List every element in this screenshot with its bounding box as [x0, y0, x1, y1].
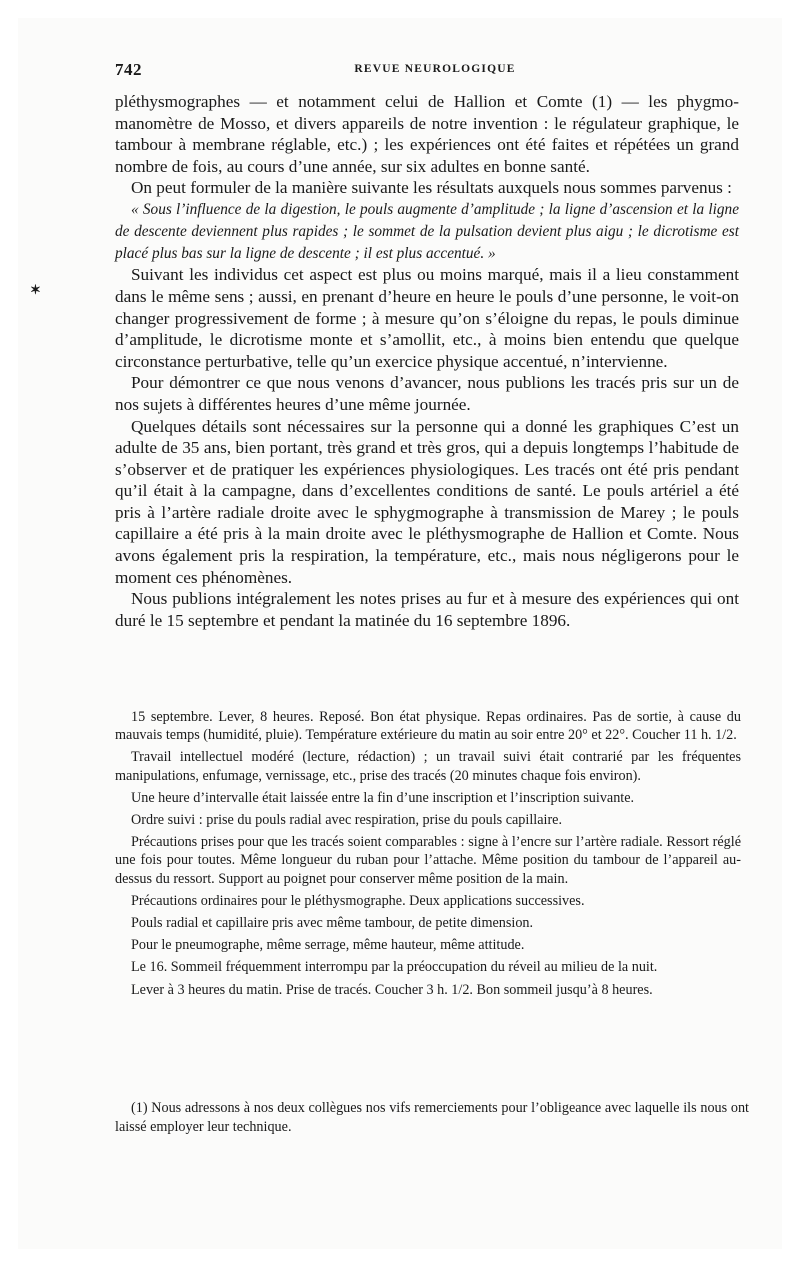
note-item: Ordre suivi : prise du pouls radial avec respiration, prise du pouls capillaire. [131, 812, 563, 829]
page-number: 742 [115, 60, 142, 79]
experiment-notes [115, 708, 741, 1003]
footnote-text: (1) Nous adressons à nos deux collègues nos vifs remerciements pour l’obligeance avec laquelle ils nous ont laissé employer leur technique. [115, 1100, 749, 1135]
paragraph: On peut formuler de la manière suivante les résultats auxquels nous sommes parvenus : [131, 178, 732, 198]
margin-mark: ✶ [30, 282, 41, 297]
running-title: REVUE NEUROLOGIQUE [354, 63, 516, 75]
note-item: Pour le pneumographe, même serrage, même hauteur, même attitude. [131, 937, 525, 954]
note-item: Précautions prises pour que les tracés soient comparables : signe à l’encre sur l’artère radiale. Ressort réglé une fois pour toutes. Même longueur du ruban pour l’attache. Même position du tambour de l’appareil au-dessus du ressort. Support au poignet pour conserver même position de la main. [115, 834, 741, 887]
footnote [115, 1099, 749, 1136]
paragraph: Quelques détails sont nécessaires sur la personne qui a donné les graphiques C’est un adulte de 35 ans, bien portant, très grand et très gros, qui a depuis longtemps l’habitude de s’observer et de pratiquer les expériences physiologiques. Les tracés ont été pris pendant qu’il était à la campagne, dans d’excellentes conditions de santé. Le pouls artériel a été pris à l’artère radiale droite avec le sphygmographe à transmission de Marey ; le pouls capillaire a été pris à la main droite avec le pléthysmographe de Hallion et Comte. Nous avons également pris la respiration, la température, etc., mais nous négligerons pour le moment ces phénomènes. [115, 416, 739, 587]
body-text [115, 91, 739, 631]
note-item: Pouls radial et capillaire pris avec même tambour, de petite dimension. [131, 915, 534, 932]
paragraph: Nous publions intégralement les notes prises au fur et à mesure des expériences qui ont duré le 15 septembre et pendant la matinée du 16 septembre 1896. [115, 589, 739, 630]
page-header [115, 60, 755, 84]
paragraph: Suivant les individus cet aspect est plus ou moins marqué, mais il a lieu constamment dans le même sens ; aussi, en prenant d’heure en heure le pouls d’une personne, le voit-on changer progressivement de forme ; à mesure qu’on s’éloigne du repas, le pouls diminue d’amplitude, le dicrotisme monte et s’amollit, etc., à moins bien entendu que quelque circonstance perturbative, telle qu’un exercice physique accentué, n’intervienne. [115, 265, 739, 371]
paragraph-continuation: pléthysmographes — et notamment celui de Hallion et Comte (1) — les phygmomanomètre de Mosso, et divers appareils de notre invention : le régulateur graphique, le tambour à membrane réglable, etc.) ; les expériences ont été faites et répétées un grand nombre de fois, au cours d’une année, sur six adultes en bonne santé. [115, 92, 739, 176]
note-item: Une heure d’intervalle était laissée entre la fin d’une inscription et l’inscription suivante. [131, 789, 635, 806]
note-item: 15 septembre. Lever, 8 heures. Reposé. Bon état physique. Repas ordinaires. Pas de sortie, à cause du mauvais temps (humidité, pluie). Température extérieure du matin au soir entre 20° et 22°. Coucher 11 h. 1/2. [115, 709, 741, 744]
paragraph: Pour démontrer ce que nous venons d’avancer, nous publions les tracés pris sur un de nos sujets à différentes heures d’une même journée. [115, 373, 739, 414]
note-item: Lever à 3 heures du matin. Prise de tracés. Coucher 3 h. 1/2. Bon sommeil jusqu’à 8 heures. [131, 981, 653, 998]
note-item: Précautions ordinaires pour le pléthysmographe. Deux applications successives. [131, 892, 585, 909]
note-item: Le 16. Sommeil fréquemment interrompu par la préoccupation du réveil au milieu de la nuit. [131, 959, 658, 976]
quoted-conclusion: « Sous l’influence de la digestion, le pouls augmente d’amplitude ; la ligne d’ascension et la ligne de descente deviennent plus rapides ; le sommet de la pulsation devient plus aigu ; le dicrotisme est placé plus bas sur la ligne de descente ; il est plus accentué. » [115, 200, 739, 262]
note-item: Travail intellectuel modéré (lecture, rédaction) ; un travail suivi était contrarié par les fréquentes manipulations, enfumage, vernissage, etc., prise des tracés (20 minutes chaque fois environ). [115, 749, 741, 784]
